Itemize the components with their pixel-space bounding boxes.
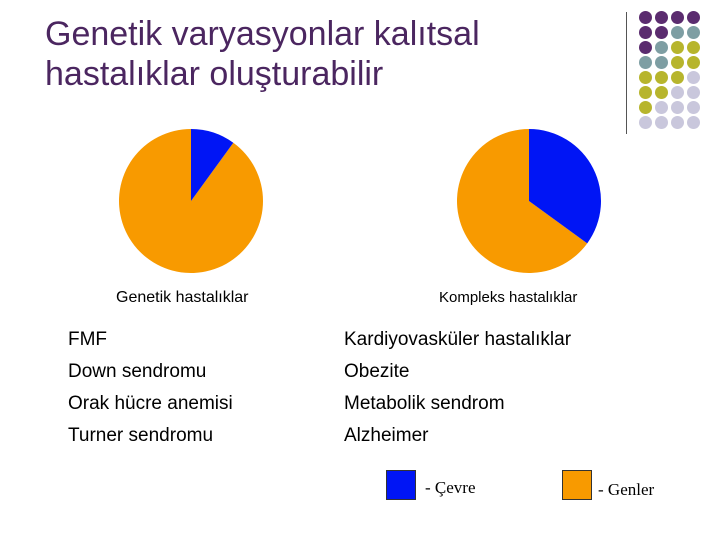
decorative-dot (655, 26, 668, 39)
complex-chart-label: Kompleks hastalıklar (439, 289, 578, 306)
genetic-pie-chart (116, 126, 266, 276)
decorative-dot (639, 86, 652, 99)
genetic-chart-label: Genetik hastalıklar (116, 289, 249, 306)
decorative-dot (687, 86, 700, 99)
decorative-dot (655, 101, 668, 114)
decorative-dot (671, 26, 684, 39)
decorative-dot (639, 11, 652, 24)
list-item: Orak hücre anemisi (68, 393, 233, 414)
title-line-1: Genetik varyasyonlar kalıtsal (45, 15, 480, 53)
decorative-dot (687, 26, 700, 39)
decorative-dot (639, 26, 652, 39)
legend-genler-label: - Genler (598, 480, 655, 499)
legend-genler-swatch (562, 470, 592, 500)
decorative-dot (671, 71, 684, 84)
decorative-divider (626, 12, 627, 134)
slide-title (45, 14, 625, 94)
decorative-dot (655, 116, 668, 129)
list-item: FMF (68, 329, 108, 350)
complex-disease-list (344, 324, 571, 452)
list-item: Kardiyovasküler hastalıklar (344, 329, 572, 350)
decorative-dot (687, 101, 700, 114)
decorative-dot (639, 101, 652, 114)
decorative-dot (687, 11, 700, 24)
decorative-dot (671, 41, 684, 54)
legend-cevre-swatch (386, 470, 416, 500)
decorative-dot (671, 116, 684, 129)
decorative-dot (687, 41, 700, 54)
decorative-dot (671, 11, 684, 24)
decorative-dot (671, 56, 684, 69)
decorative-dot (639, 71, 652, 84)
decorative-dot (639, 116, 652, 129)
list-item: Obezite (344, 361, 410, 382)
decorative-dot (639, 56, 652, 69)
decorative-dot (655, 11, 668, 24)
decorative-dot (671, 101, 684, 114)
legend-cevre-label: - Çevre (425, 478, 476, 497)
decorative-dot (655, 41, 668, 54)
decorative-dot (687, 116, 700, 129)
genetic-disease-list (68, 324, 233, 452)
decorative-dot (655, 71, 668, 84)
decorative-dot (655, 56, 668, 69)
decorative-dot (639, 41, 652, 54)
complex-pie-chart (454, 126, 604, 276)
decorative-dot (687, 56, 700, 69)
list-item: Turner sendromu (68, 425, 214, 446)
list-item: Alzheimer (344, 425, 429, 446)
decorative-dot (655, 86, 668, 99)
decorative-dot (671, 86, 684, 99)
decorative-dot (687, 71, 700, 84)
list-item: Metabolik sendrom (344, 393, 505, 414)
title-line-2: hastalıklar oluşturabilir (45, 55, 384, 93)
list-item: Down sendromu (68, 361, 207, 382)
